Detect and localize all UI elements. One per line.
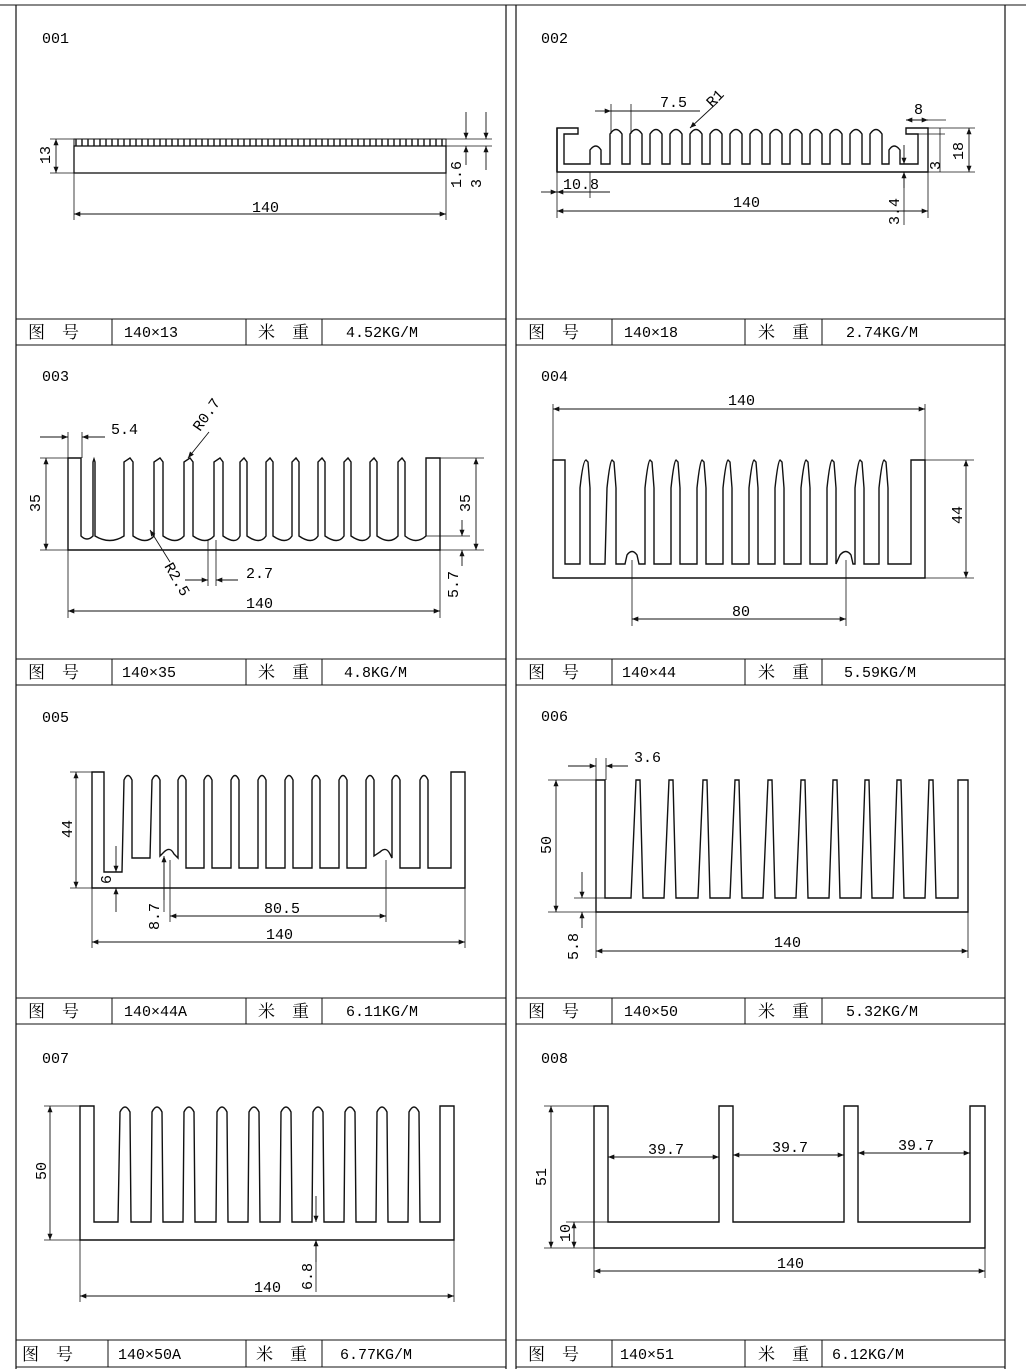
profile-004-drawing [553, 404, 974, 626]
model-value: 140×50A [118, 1347, 182, 1364]
weight-label: 米 重 [758, 1002, 809, 1022]
dim-span: 80.5 [264, 901, 301, 918]
dim-base: 10 [558, 1223, 575, 1242]
dim-first-offset: 3.6 [634, 750, 662, 767]
dim-edge: 8 [914, 102, 924, 119]
dim-width: 140 [777, 1256, 805, 1273]
model-value: 140×51 [620, 1347, 675, 1364]
model-value: 140×50 [624, 1004, 679, 1021]
weight-value: 5.32KG/M [846, 1004, 919, 1021]
model-value: 140×44 [622, 665, 677, 682]
dim-fin-pitch: 7.5 [660, 95, 688, 112]
dim-width: 140 [733, 195, 761, 212]
weight-label: 米 重 [258, 663, 309, 683]
profile-code: 002 [541, 31, 569, 48]
profile-002-dims [563, 87, 968, 225]
dim-height-left: 35 [28, 493, 45, 512]
profile-code: 001 [42, 31, 70, 48]
dim-base: 5.8 [566, 932, 583, 960]
dim-fin-gap: 1.6 [449, 160, 466, 188]
sheet-grid [0, 5, 1026, 1369]
dim-first-offset: 5.4 [111, 422, 139, 439]
model-value: 140×13 [124, 325, 179, 342]
dim-width: 140 [246, 596, 274, 613]
profile-code: 004 [541, 369, 569, 386]
dim-height: 51 [534, 1167, 551, 1186]
dim-gap: 39.7 [898, 1138, 935, 1155]
profile-007-dims [34, 1162, 317, 1297]
profile-code: 007 [42, 1051, 70, 1068]
dim-width: 140 [266, 927, 294, 944]
dim-width: 140 [774, 935, 802, 952]
weight-value: 2.74KG/M [846, 325, 919, 342]
profile-006-drawing [548, 758, 968, 958]
weight-label: 米 重 [758, 323, 809, 343]
profile-code: 003 [42, 369, 70, 386]
model-label: 图 号 [22, 1345, 73, 1365]
profile-006-dims [539, 750, 801, 960]
profile-004-dims [728, 393, 967, 621]
profile-005-dims [60, 820, 300, 944]
profile-003-drawing [40, 432, 484, 618]
profile-005-drawing [70, 772, 465, 948]
model-label: 图 号 [28, 323, 79, 343]
model-label: 图 号 [528, 323, 579, 343]
weight-value: 5.59KG/M [844, 665, 917, 682]
dim-height: 13 [38, 145, 55, 164]
dim-fin-height: 3 [469, 178, 486, 188]
dim-offset: 8.7 [147, 902, 164, 930]
dim-span: 80 [732, 604, 751, 621]
dim-height: 44 [60, 819, 77, 838]
dim-base: 6 [99, 874, 116, 884]
model-label: 图 号 [28, 1002, 79, 1022]
dim-radius: R1 [703, 86, 729, 112]
dim-height: 50 [34, 1161, 51, 1180]
weight-label: 米 重 [758, 1345, 809, 1365]
dim-step: 3 [928, 160, 945, 170]
model-label: 图 号 [528, 1345, 579, 1365]
dim-gap: 39.7 [772, 1140, 809, 1157]
model-label: 图 号 [528, 663, 579, 683]
weight-label: 米 重 [256, 1345, 307, 1365]
model-value: 140×44A [124, 1004, 188, 1021]
dim-width: 140 [728, 393, 756, 410]
model-value: 140×35 [122, 665, 177, 682]
dim-tip-radius: R0.7 [190, 395, 225, 435]
profile-code: 006 [541, 709, 569, 726]
weight-value: 4.8KG/M [344, 665, 408, 682]
dim-fin-thickness: 2.7 [246, 566, 274, 583]
weight-value: 6.77KG/M [340, 1347, 413, 1364]
dim-base: 5.7 [446, 570, 463, 598]
model-value: 140×18 [624, 325, 679, 342]
model-label: 图 号 [528, 1002, 579, 1022]
weight-value: 4.52KG/M [346, 325, 419, 342]
profile-code: 008 [541, 1051, 569, 1068]
weight-value: 6.11KG/M [346, 1004, 419, 1021]
profile-008-drawing [544, 1106, 985, 1278]
dim-height: 50 [539, 835, 556, 854]
dim-gap: 39.7 [648, 1142, 685, 1159]
profile-001-dims [38, 146, 486, 217]
weight-label: 米 重 [258, 1002, 309, 1022]
weight-label: 米 重 [258, 323, 309, 343]
profile-007-drawing [44, 1106, 454, 1302]
model-label: 图 号 [28, 663, 79, 683]
dim-height: 18 [951, 141, 968, 160]
dim-first-offset: 10.8 [563, 177, 600, 194]
dim-height: 44 [950, 505, 967, 524]
weight-value: 6.12KG/M [832, 1347, 905, 1364]
weight-label: 米 重 [758, 663, 809, 683]
dim-root-radius: R2.5 [159, 560, 193, 600]
dim-base: 6.8 [300, 1262, 317, 1290]
profile-code: 005 [42, 710, 70, 727]
dim-base: 3.4 [887, 197, 904, 225]
dim-width: 140 [252, 200, 280, 217]
dim-height-right: 35 [458, 493, 475, 512]
dim-width: 140 [254, 1280, 282, 1297]
